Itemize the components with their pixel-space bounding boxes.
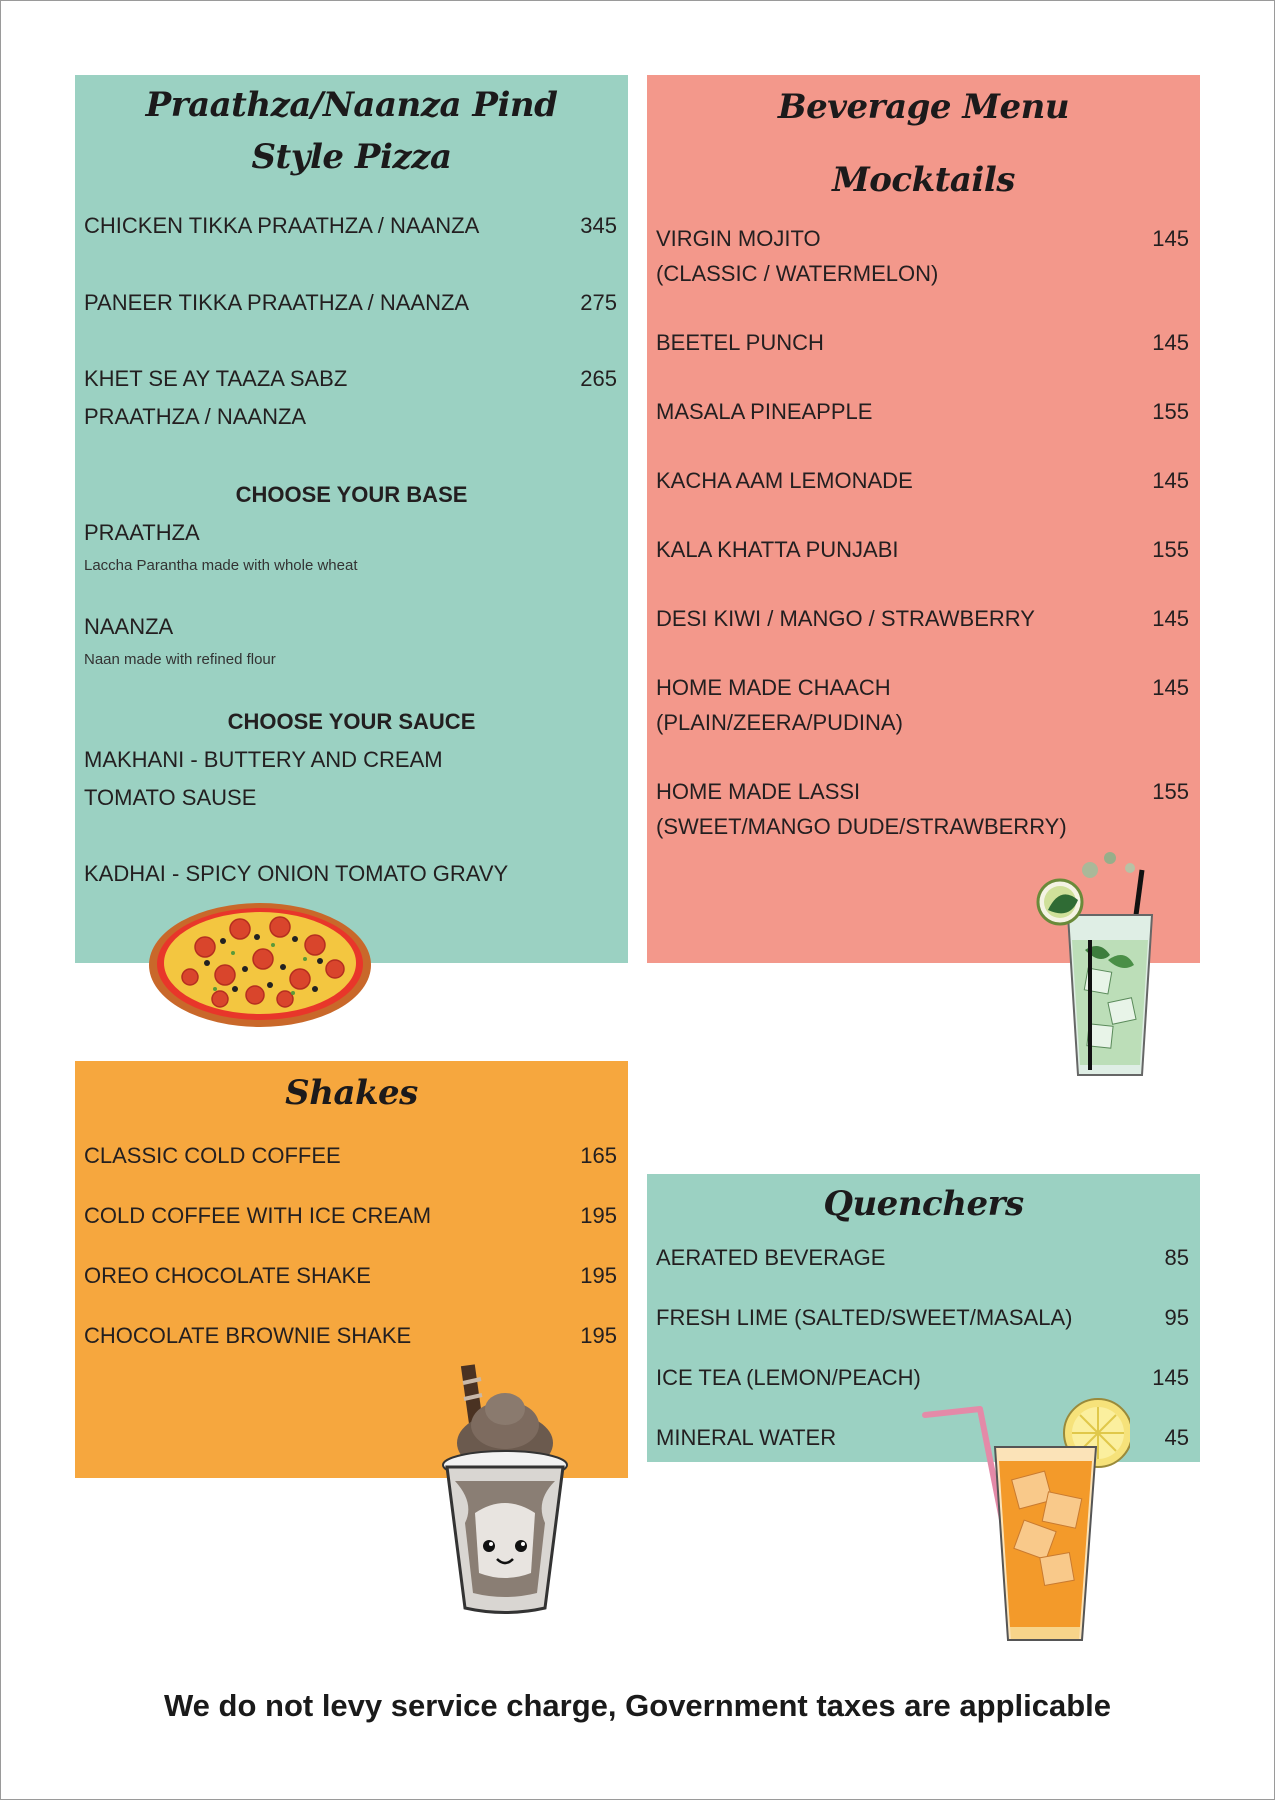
item-name-line2: (PLAIN/ZEERA/PUDINA)	[656, 710, 903, 735]
sauce-heading: CHOOSE YOUR SAUCE	[227, 709, 476, 734]
item-name: ICE TEA (LEMON/PEACH)	[656, 1365, 921, 1390]
item-price: 155	[1152, 537, 1189, 562]
item-name: MASALA PINEAPPLE	[656, 399, 873, 424]
item-name: CLASSIC COLD COFFEE	[84, 1143, 341, 1168]
item-name: KHET SE AY TAAZA SABZ	[84, 366, 348, 391]
item-price: 275	[580, 290, 617, 315]
mocktails-subtitle: Mocktails	[832, 160, 1015, 200]
item-name: AERATED BEVERAGE	[656, 1245, 886, 1270]
item-name: CHOCOLATE BROWNIE SHAKE	[84, 1323, 412, 1348]
sauce-name-line2: TOMATO SAUSE	[84, 785, 257, 810]
item-name-line2: PRAATHZA / NAANZA	[84, 404, 307, 429]
sauce-name: KADHAI - SPICY ONION TOMATO GRAVY	[84, 861, 509, 886]
item-name: OREO CHOCOLATE SHAKE	[84, 1263, 371, 1288]
footer-note: We do not levy service charge, Government taxes are applicable	[163, 1688, 1112, 1723]
item-name: KALA KHATTA PUNJABI	[656, 537, 899, 562]
quenchers-title: Quenchers	[823, 1184, 1024, 1224]
item-price: 155	[1152, 399, 1189, 424]
item-name: VIRGIN MOJITO	[656, 226, 821, 251]
item-price: 85	[1164, 1245, 1189, 1270]
item-price: 45	[1164, 1425, 1189, 1450]
item-name: HOME MADE CHAACH	[656, 675, 891, 700]
item-name: PANEER TIKKA PRAATHZA / NAANZA	[84, 290, 470, 315]
base-name: PRAATHZA	[84, 520, 200, 545]
item-name: BEETEL PUNCH	[656, 330, 824, 355]
item-price: 145	[1152, 1365, 1189, 1390]
item-price: 145	[1152, 330, 1189, 355]
item-price: 155	[1152, 779, 1189, 804]
item-price: 195	[580, 1323, 617, 1348]
item-price: 345	[580, 213, 617, 238]
item-name-line2: (SWEET/MANGO DUDE/STRAWBERRY)	[656, 814, 1067, 839]
item-price: 145	[1152, 226, 1189, 251]
base-description: Naan made with refined flour	[84, 651, 276, 668]
sauce-name: MAKHANI - BUTTERY AND CREAM	[84, 747, 443, 772]
beverage-title: Beverage Menu	[777, 87, 1070, 127]
item-name: FRESH LIME (SALTED/SWEET/MASALA)	[656, 1305, 1073, 1330]
item-price: 195	[580, 1203, 617, 1228]
pizza-illustration	[145, 897, 375, 1032]
pizza-title-line2: Style Pizza	[251, 137, 452, 177]
item-name: CHICKEN TIKKA PRAATHZA / NAANZA	[84, 213, 480, 238]
item-price: 165	[580, 1143, 617, 1168]
item-name: DESI KIWI / MANGO / STRAWBERRY	[656, 606, 1035, 631]
item-name: KACHA AAM LEMONADE	[656, 468, 913, 493]
item-price: 145	[1152, 606, 1189, 631]
base-description: Laccha Parantha made with whole wheat	[84, 557, 358, 574]
beverage-panel	[647, 75, 1200, 963]
iced-tea-glass-illustration	[920, 1395, 1130, 1645]
milkshake-illustration	[435, 1363, 575, 1618]
item-name: COLD COFFEE WITH ICE CREAM	[84, 1203, 432, 1228]
item-price: 145	[1152, 468, 1189, 493]
pizza-panel	[75, 75, 628, 963]
shakes-title: Shakes	[285, 1073, 418, 1113]
item-price: 195	[580, 1263, 617, 1288]
item-name: HOME MADE LASSI	[656, 779, 861, 804]
item-price: 265	[580, 366, 617, 391]
base-heading: CHOOSE YOUR BASE	[235, 482, 468, 507]
item-price: 145	[1152, 675, 1189, 700]
mojito-glass-illustration	[1030, 840, 1175, 1080]
item-name: MINERAL WATER	[656, 1425, 837, 1450]
item-price: 95	[1164, 1305, 1189, 1330]
base-name: NAANZA	[84, 614, 174, 639]
item-name-line2: (CLASSIC / WATERMELON)	[656, 261, 939, 286]
pizza-title-line1: Praathza/Naanza Pind	[145, 85, 558, 125]
